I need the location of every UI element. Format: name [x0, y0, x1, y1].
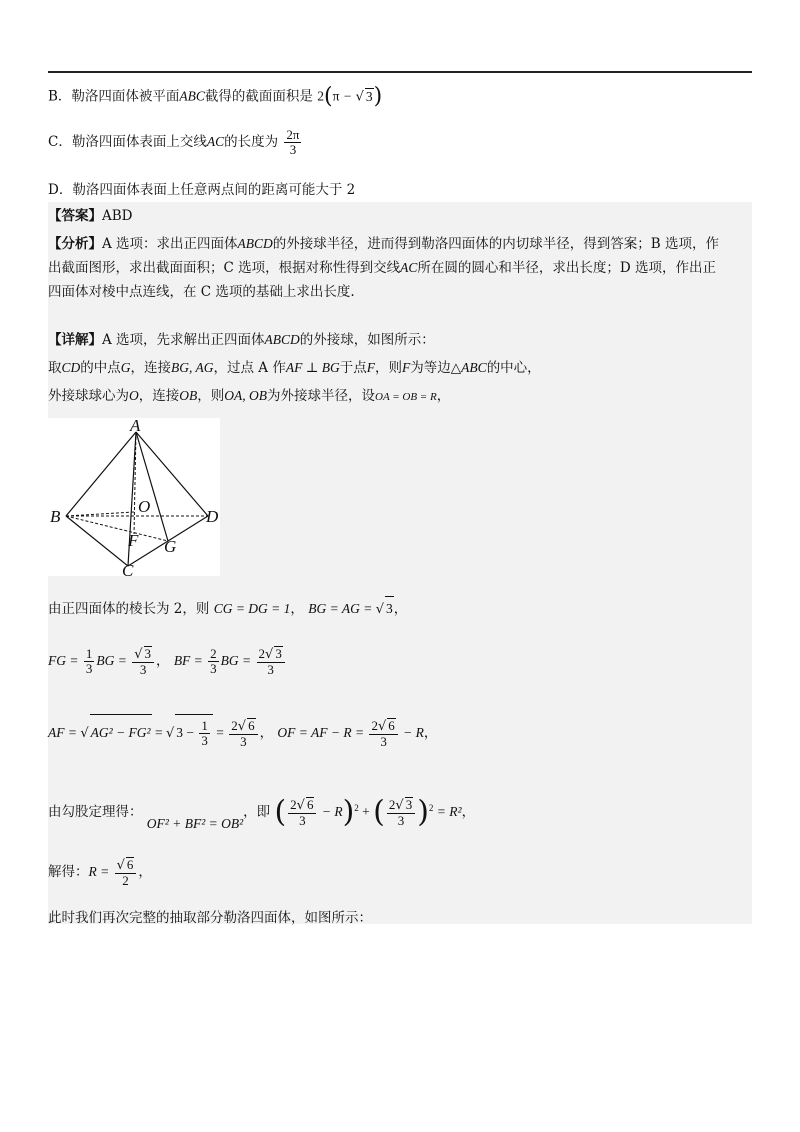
edge-ab — [66, 432, 136, 516]
top-rule — [48, 71, 752, 73]
label-f: F — [128, 531, 139, 550]
option-c: C．勒洛四面体表面上交线AC的长度为 $\frac{2\pi}{3}$ — [48, 127, 300, 157]
eq-solution-r: 解得：R = $\frac{√ 6}{2}$ ， — [48, 857, 152, 888]
eq-pythagoras: 由勾股定理得： OF² + BF² = OB²，即 ( $\frac{2√ 6}{3}$ − R)$^2$ + ( $\frac{2√ 3}{3}$ )$^2$ = R²， — [48, 794, 476, 831]
label-b: B — [50, 507, 61, 526]
seg-bo — [66, 512, 134, 516]
eq-fg-bf: FG = $\frac{1}{3}$ BG = $\frac{√ 3}{3}$ ， BF = $\frac{2}{3}$ BG = $\frac{2√ 3}{3}$ — [48, 644, 752, 678]
option-d: D．勒洛四面体表面上任意两点间的距离可能大于 2 — [48, 182, 356, 198]
label-d: D — [206, 507, 219, 526]
analysis-paragraph: 【分析】A 选项：求出正四面体ABCD的外接球半径，进而得到勒洛四面体的内切球半径，得到答案；B 选项，作 出截面图形，求出截面面积；C 选项，根据对称性得到交线AC所在圆的圆心和半径，求出长度；D 选项，作出正 四面体对棱中点连线，在 C 选项的基础上求出长度. — [48, 236, 720, 300]
eq-edge-lengths: 由正四面体的棱长为 2，则 CG = DG = 1， BG = AG = √ 3， — [48, 596, 752, 622]
label-c: C — [122, 561, 134, 576]
tetrahedron-figure — [48, 418, 220, 576]
seg-ag — [136, 432, 168, 541]
answer-line: 【答案】ABD — [48, 208, 133, 224]
label-a: A — [130, 418, 141, 435]
eq-af-of: AF = √ AG² − FG² = √ 3 − $\frac{1}{3}$ = $\frac{2√ 6}{3}$ ， OF = AF − R = $\frac{2√ 6}{3}$ − R， — [48, 714, 752, 752]
label-o: O — [138, 497, 151, 516]
label-g: G — [164, 537, 177, 556]
final-line: 此时我们再次完整的抽取部分勒洛四面体，如图所示： — [48, 910, 372, 926]
option-b: B．勒洛四面体被平面ABC截得的截面面积是 2(π − √ 3) — [48, 84, 383, 109]
detail-paragraph: 【详解】A 选项，先求解出正四面体ABCD的外接球，如图所示： 取CD的中点G，连接BG, AG，过点 A 作AF ⊥ BG于点F，则F为等边△ABC的中心， 外接球球心为O，连接OB，则OA, OB为外接球半径，设OA = OB = R， — [48, 332, 541, 404]
